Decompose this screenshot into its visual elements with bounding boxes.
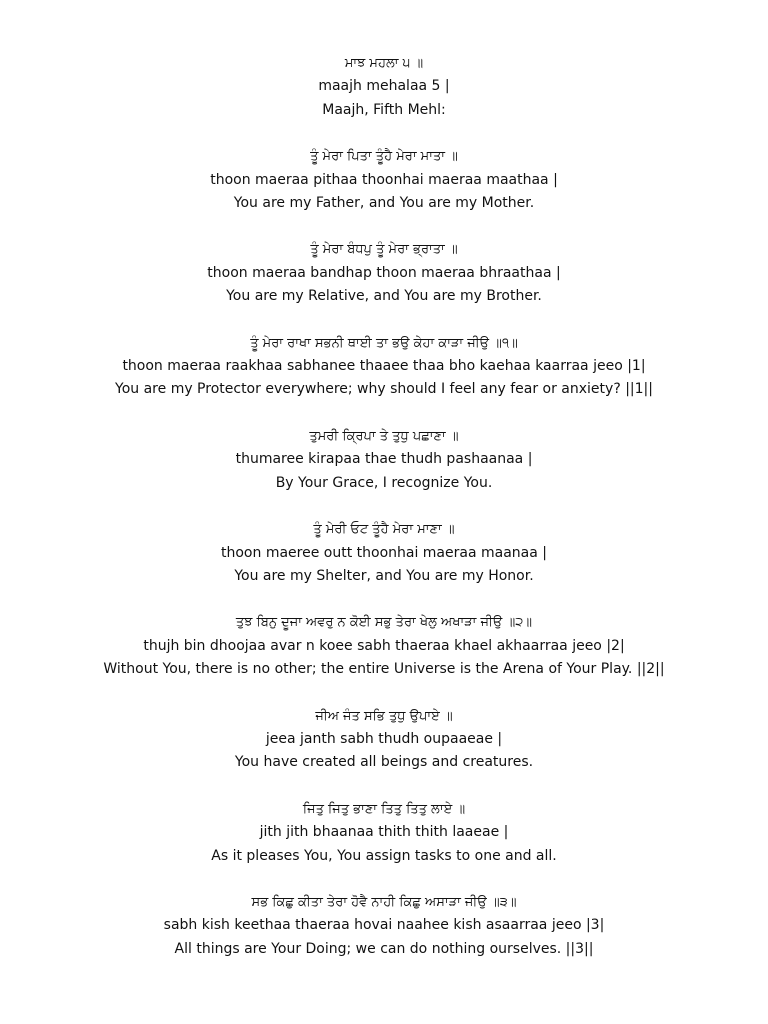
transliteration-line: thujh bin dhoojaa avar n koee sabh thaeraa khael akhaarraa jeeo |2|	[143, 637, 625, 654]
gurmukhi-line: ਤੂੰ ਮੇਰੀ ਓਟ ਤੂੰਹੈ ਮੇਰਾ ਮਾਣਾ ॥	[313, 522, 455, 538]
translation-line: As it pleases You, You assign tasks to one and all.	[211, 847, 557, 864]
verse-block	[0, 798, 768, 868]
verse-block	[0, 425, 768, 495]
translation-line: You are my Father, and You are my Mother.	[233, 195, 535, 212]
translation-line: Without You, there is no other; the entire Universe is the Arena of Your Play. ||2||	[103, 661, 665, 678]
transliteration-line: thoon maeree outt thoonhai maeraa maanaa |	[221, 544, 547, 561]
verse-block	[0, 145, 768, 215]
translation-line: You have created all beings and creatures.	[234, 754, 534, 771]
gurmukhi-line: ਜਿਤੁ ਜਿਤੁ ਭਾਣਾ ਤਿਤੁ ਤਿਤੁ ਲਾਏ ॥	[302, 801, 466, 817]
translation-line: Maajh, Fifth Mehl:	[322, 101, 446, 118]
gurmukhi-line: ਤੂੰ ਮੇਰਾ ਰਾਖਾ ਸਭਨੀ ਥਾਈ ਤਾ ਭਉ ਕੇਹਾ ਕਾੜਾ ਜੀਉ ॥੧॥	[250, 335, 518, 351]
verse-block	[0, 332, 768, 402]
verse-block	[0, 611, 768, 681]
transliteration-line: jith jith bhaanaa thith thith laaeae |	[259, 824, 509, 841]
verse-block	[0, 705, 768, 775]
translation-line: All things are Your Doing; we can do nothing ourselves. ||3||	[174, 940, 594, 957]
gurmukhi-line: ਜੀਅ ਜੰਤ ਸਭਿ ਤੁਧੁ ਉਪਾਏ ॥	[315, 708, 453, 724]
transliteration-line: maajh mehalaa 5 |	[318, 78, 450, 95]
gurmukhi-line: ਤੂੰ ਮੇਰਾ ਬੰਧਪੁ ਤੂੰ ਮੇਰਾ ਭ੍ਰਾਤਾ ॥	[310, 242, 458, 258]
verse-block	[0, 518, 768, 588]
transliteration-line: sabh kish keethaa thaeraa hovai naahee kish asaarraa jeeo |3|	[163, 917, 605, 934]
transliteration-line: thumaree kirapaa thae thudh pashaanaa |	[235, 451, 533, 468]
gurmukhi-line: ਸਭ ਕਿਛੁ ਕੀਤਾ ਤੇਰਾ ਹੋਵੈ ਨਾਹੀ ਕਿਛੁ ਅਸਾੜਾ ਜੀਉ ॥੩॥	[251, 894, 517, 910]
translation-line: You are my Protector everywhere; why should I feel any fear or anxiety? ||1||	[115, 381, 653, 398]
translation-line: You are my Shelter, and You are my Honor.	[234, 567, 534, 584]
verse-heading	[0, 52, 768, 122]
translation-line: You are my Relative, and You are my Brother.	[226, 288, 542, 305]
transliteration-line: thoon maeraa pithaa thoonhai maeraa maathaa |	[210, 171, 558, 188]
translation-line: By Your Grace, I recognize You.	[275, 474, 493, 491]
gurmukhi-line: ਮਾਝ ਮਹਲਾ ੫ ॥	[344, 56, 424, 71]
transliteration-line: jeea janth sabh thudh oupaaeae |	[265, 730, 503, 747]
gurmukhi-line: ਤੁਮਰੀ ਕ੍ਰਿਪਾ ਤੇ ਤੁਧੁ ਪਛਾਣਾ ॥	[309, 428, 459, 444]
transliteration-line: thoon maeraa raakhaa sabhanee thaaee thaa bho kaehaa kaarraa jeeo |1|	[122, 358, 646, 375]
verse-block	[0, 238, 768, 308]
verse-block	[0, 891, 768, 961]
transliteration-line: thoon maeraa bandhap thoon maeraa bhraathaa |	[207, 264, 561, 281]
gurmukhi-line: ਤੂੰ ਮੇਰਾ ਪਿਤਾ ਤੂੰਹੈ ਮੇਰਾ ਮਾਤਾ ॥	[310, 149, 458, 165]
gurmukhi-line: ਤੁਝ ਬਿਨੁ ਦੂਜਾ ਅਵਰੁ ਨ ਕੋਈ ਸਭੁ ਤੇਰਾ ਖੇਲੁ ਅਖਾੜਾ ਜੀਉ ॥੨॥	[235, 615, 533, 631]
